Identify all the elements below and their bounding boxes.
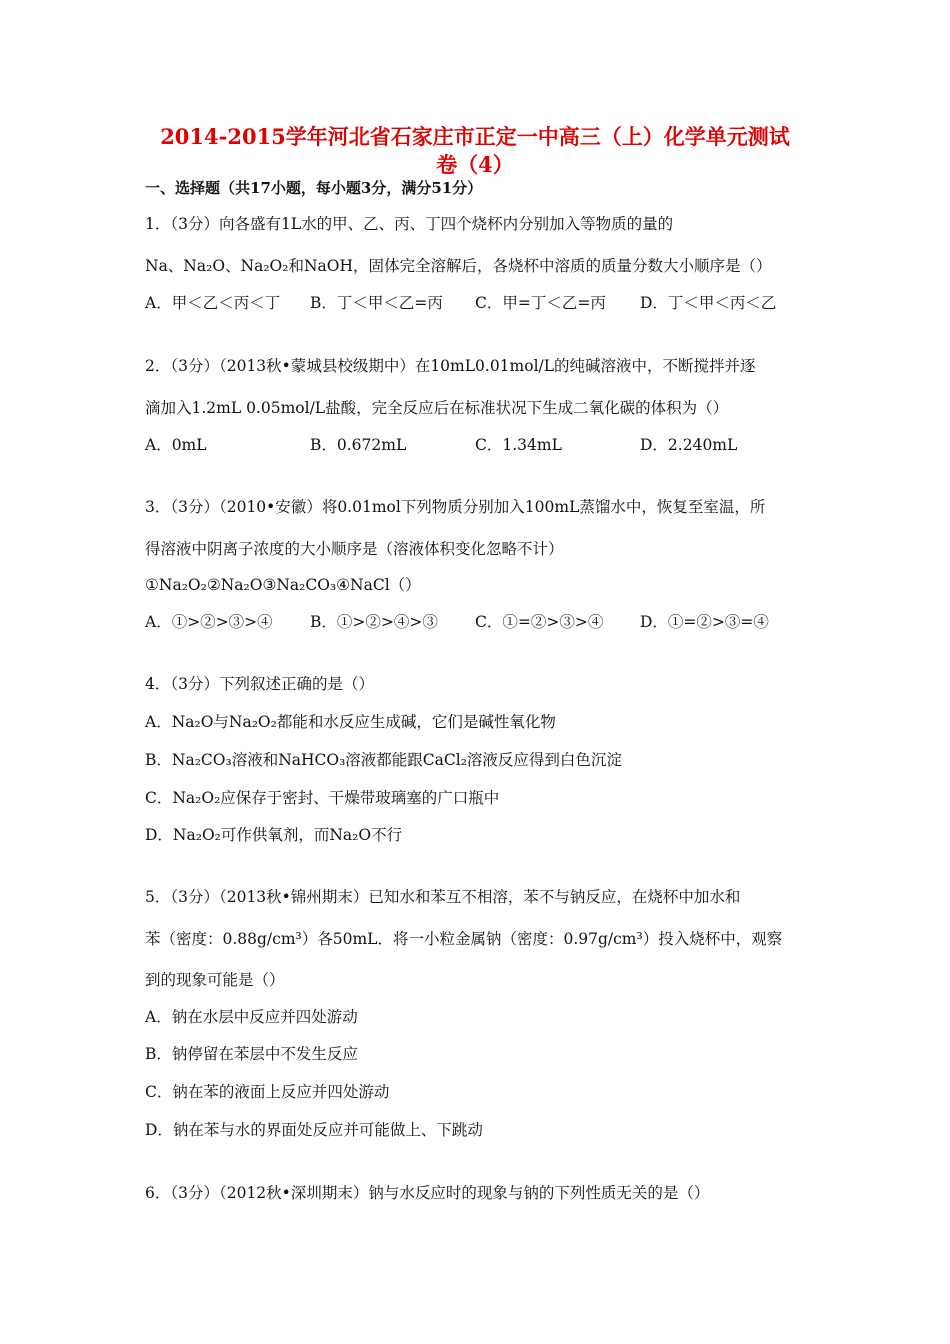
q3-stem-line1: 3．（3分）（2010•安徽）将0.01mol下列物质分别加入100mL蒸馏水中，恢复至室温，所 [145, 498, 766, 516]
q6-stem-line1: 6．（3分）（2012秋•深圳期末）钠与水反应时的现象与钠的下列性质无关的是（） [145, 1184, 710, 1202]
q5-option-c: C．钠在苯的液面上反应并四处游动 [145, 1083, 390, 1101]
q5-stem-line3: 到的现象可能是（） [145, 971, 285, 989]
q1-option-d: D．丁＜甲＜丙＜乙 [640, 294, 777, 312]
q3-option-b: B．①>②>④>③ [310, 613, 438, 631]
q4-option-a: A．Na₂O与Na₂O₂都能和水反应生成碱，它们是碱性氧化物 [145, 713, 556, 731]
q2-option-c: C．1.34mL [475, 436, 562, 454]
q5-stem-line1: 5．（3分）（2013秋•锦州期末）已知水和苯互不相溶，苯不与钠反应，在烧杯中加水和 [145, 888, 741, 906]
q3-stem-line2: 得溶液中阴离子浓度的大小顺序是（溶液体积变化忽略不计） [145, 540, 564, 558]
q2-option-d: D．2.240mL [640, 436, 738, 454]
q5-stem-line2: 苯（密度：0.88g/cm³）各50mL．将一小粒金属钠（密度：0.97g/cm³）投入烧杯中，观察 [145, 930, 783, 948]
q2-stem-line2: 滴加入1.2mL 0.05mol/L盐酸，完全反应后在标准状况下生成二氧化碳的体积为（） [145, 399, 729, 417]
q2-option-b: B．0.672mL [310, 436, 407, 454]
q4-option-d: D．Na₂O₂可作供氧剂，而Na₂O不行 [145, 826, 403, 844]
q3-option-c: C．①=②>③>④ [475, 613, 604, 631]
q5-option-d: D．钠在苯与水的界面处反应并可能做上、下跳动 [145, 1121, 483, 1139]
q1-stem-line1: 1．（3分）向各盛有1L水的甲、乙、丙、丁四个烧杯内分别加入等物质的量的 [145, 215, 674, 233]
q1-stem-line2: Na、Na₂O、Na₂O₂和NaOH，固体完全溶解后，各烧杯中溶质的质量分数大小顺序是（） [145, 257, 772, 275]
q4-option-c: C．Na₂O₂应保存于密封、干燥带玻璃塞的广口瓶中 [145, 789, 500, 807]
q3-stem-line3: ①Na₂O₂②Na₂O③Na₂CO₃④NaCl（） [145, 576, 421, 594]
q3-option-a: A．①>②>③>④ [145, 613, 273, 631]
q5-option-b: B．钠停留在苯层中不发生反应 [145, 1045, 358, 1063]
q4-stem-line1: 4．（3分）下列叙述正确的是（） [145, 675, 374, 693]
document-title-line2: 卷（4） [436, 152, 514, 177]
q1-option-b: B．丁＜甲＜乙=丙 [310, 294, 443, 312]
q1-option-c: C．甲=丁＜乙=丙 [475, 294, 606, 312]
q4-option-b: B．Na₂CO₃溶液和NaHCO₃溶液都能跟CaCl₂溶液反应得到白色沉淀 [145, 751, 622, 769]
q2-option-a: A．0mL [145, 436, 207, 454]
document-title-line1: 2014-2015学年河北省石家庄市正定一中高三（上）化学单元测试 [160, 124, 790, 149]
section-heading: 一、选择题（共17小题，每小题3分，满分51分） [145, 179, 483, 197]
q2-stem-line1: 2．（3分）（2013秋•蒙城县校级期中）在10mL0.01mol/L的纯碱溶液中，不断搅拌并逐 [145, 357, 756, 375]
q1-option-a: A．甲＜乙＜丙＜丁 [145, 294, 281, 312]
q3-option-d: D．①=②>③=④ [640, 613, 769, 631]
q5-option-a: A．钠在水层中反应并四处游动 [145, 1008, 358, 1026]
